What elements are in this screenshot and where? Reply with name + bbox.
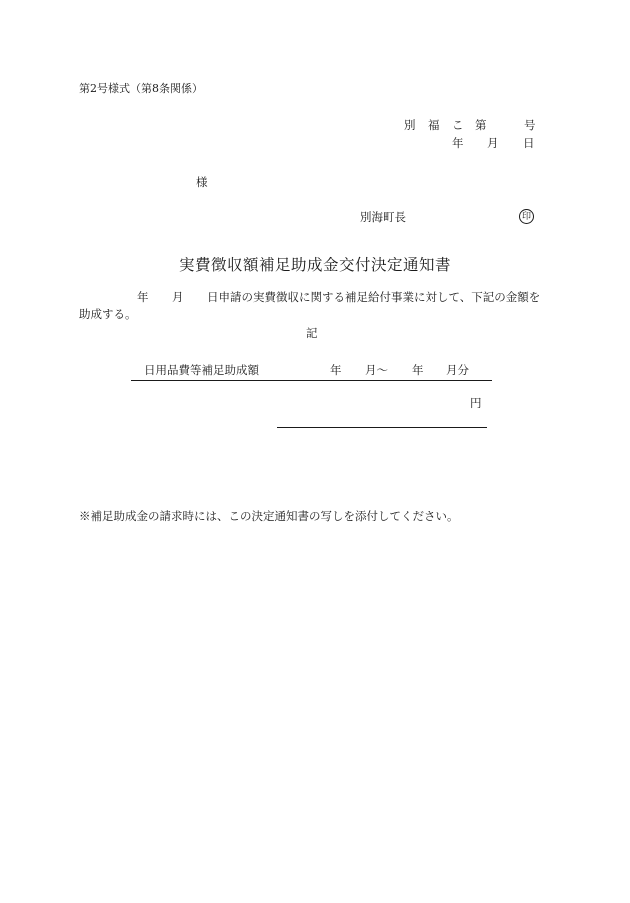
issue-date xyxy=(0,138,630,152)
period-month-1: 月～ xyxy=(365,363,388,377)
issue-date-month: 月 xyxy=(487,136,499,150)
body-text: 日申請の実費徴収に関する補足給付事業に対して、下記の金額を xyxy=(207,290,541,304)
doc-number-char-2: 福 xyxy=(428,118,440,132)
body-month: 月 xyxy=(172,290,184,304)
period-month-2: 月分 xyxy=(446,363,469,377)
document-title: 実費徴収額補足助成金交付決定通知書 xyxy=(178,256,451,274)
subsidy-row-underline xyxy=(131,380,492,381)
issuer-name: 別海町長 xyxy=(360,210,406,224)
issue-date-year: 年 xyxy=(452,136,464,150)
issue-date-day: 日 xyxy=(523,136,535,150)
doc-number-char-3: こ xyxy=(452,118,464,132)
doc-number-char-1: 別 xyxy=(404,118,416,132)
amount-yen: 円 xyxy=(470,396,482,410)
document-number xyxy=(0,120,630,134)
period-year-1: 年 xyxy=(330,363,342,377)
form-number: 第2号様式（第8条関係） xyxy=(79,82,203,95)
doc-number-char-5: 号 xyxy=(524,118,536,132)
body-line-1 xyxy=(0,292,630,306)
footnote: ※補足助成金の請求時には、この決定通知書の写しを添付してください。 xyxy=(79,509,459,523)
body-year: 年 xyxy=(137,290,149,304)
subsidy-row xyxy=(0,365,630,379)
amount-underline xyxy=(277,427,487,428)
body-line-2: 助成する。 xyxy=(79,307,137,321)
subsidy-label: 日用品費等補足助成額 xyxy=(144,363,259,377)
period-year-2: 年 xyxy=(412,363,424,377)
ki-heading: 記 xyxy=(306,326,318,340)
recipient-suffix: 様 xyxy=(196,175,208,189)
seal-icon: 印 xyxy=(519,209,534,224)
doc-number-char-4: 第 xyxy=(475,118,487,132)
